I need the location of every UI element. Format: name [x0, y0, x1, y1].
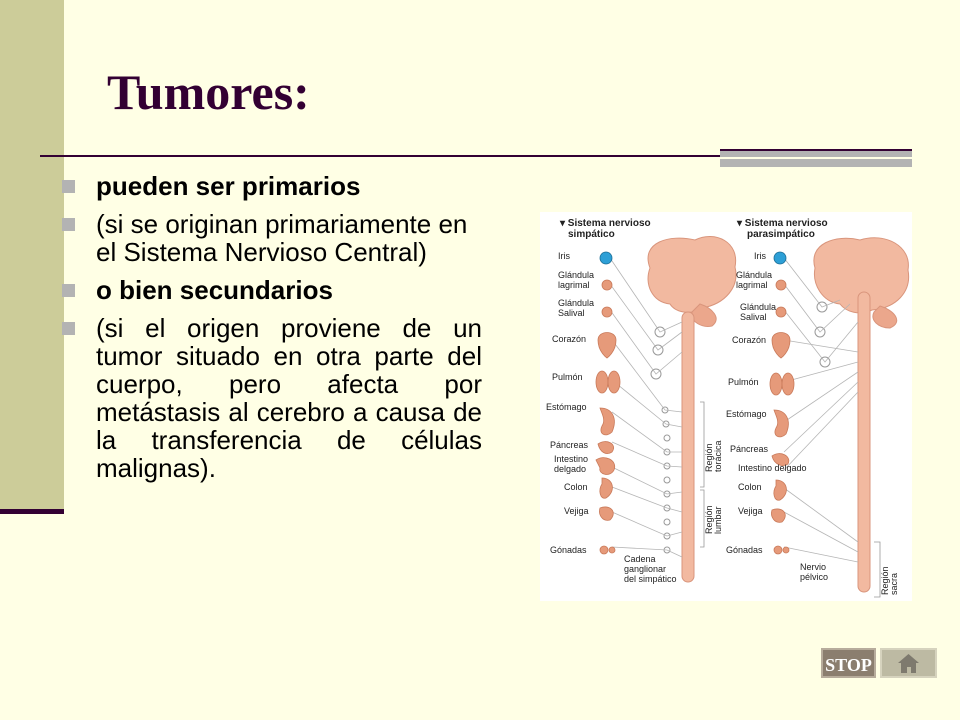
sidebar-rule: [0, 509, 64, 514]
left-label: Vejiga: [564, 506, 589, 516]
region-toracica-label: torácica: [713, 440, 723, 472]
bullet-item: [62, 314, 482, 482]
left-label: Intestino: [554, 454, 589, 464]
region-toracica-label: Región: [704, 443, 714, 472]
left-brain-shape: [648, 236, 736, 312]
bullet-item: [62, 276, 482, 304]
right-organs: [770, 252, 794, 554]
left-header-line2: simpático: [568, 229, 615, 240]
slide-title: Tumores:: [107, 64, 310, 120]
bullet-text: (si el origen proviene de un tumor situado en otra parte del cuerpo, pero afecta por metástasis al cerebro a causa de la transferencia de células malignas).: [96, 313, 482, 483]
left-label: lagrimal: [558, 280, 590, 290]
chain-label: Cadena: [624, 554, 656, 564]
region-sacra-label: Región: [880, 566, 890, 595]
home-icon: [882, 650, 935, 676]
bullet-text: o bien secundarios: [96, 275, 333, 305]
region-sacra-label: sacra: [889, 572, 899, 595]
square-bullet-icon: [62, 218, 75, 231]
left-label: Salival: [558, 308, 585, 318]
region-brackets: [700, 402, 880, 597]
right-label: Glándula: [736, 270, 773, 280]
bullet-item: [62, 172, 482, 200]
region-lumbar-label: Región: [704, 505, 714, 534]
left-label: Estómago: [546, 402, 587, 412]
right-label: Vejiga: [738, 506, 763, 516]
right-label: Colon: [738, 482, 762, 492]
stop-button[interactable]: STOP: [821, 648, 876, 678]
right-header-line2: parasimpático: [747, 229, 815, 240]
bullet-text: (si se originan primariamente en el Sistema Nervioso Central): [96, 209, 468, 267]
right-label: Páncreas: [730, 444, 769, 454]
right-header-line1: ▾ Sistema nervioso: [737, 218, 828, 229]
right-label: lagrimal: [736, 280, 768, 290]
right-label: Gónadas: [726, 545, 763, 555]
left-label: Pulmón: [552, 372, 583, 382]
left-spinal-cord: [682, 312, 694, 582]
right-label: Intestino delgado: [738, 463, 807, 473]
right-spinal-cord: [858, 292, 870, 592]
home-button[interactable]: [880, 648, 937, 678]
bullet-item: [62, 210, 482, 266]
left-label: Gónadas: [550, 545, 587, 555]
nervous-system-diagram: [540, 212, 912, 601]
right-cerebellum-shape: [873, 306, 897, 328]
bullet-list: [62, 172, 482, 492]
left-label: Iris: [558, 251, 570, 261]
square-bullet-icon: [62, 180, 75, 193]
left-label: Colon: [564, 482, 588, 492]
left-label: delgado: [554, 464, 587, 474]
chain-label: ganglionar: [624, 564, 667, 574]
right-label: Glándula: [740, 302, 777, 312]
pelvic-label: Nervio: [800, 562, 827, 572]
right-label: Pulmón: [728, 377, 759, 387]
region-lumbar-label: lumbar: [713, 506, 723, 534]
right-label: Iris: [754, 251, 766, 261]
sidebar-bar: [0, 0, 64, 511]
left-label: Corazón: [552, 334, 587, 344]
pelvic-label: pélvico: [800, 572, 829, 582]
left-organs: [596, 252, 620, 554]
square-bullet-icon: [62, 284, 75, 297]
title-rule-accent: [720, 149, 912, 167]
square-bullet-icon: [62, 322, 75, 335]
right-label: Corazón: [732, 335, 767, 345]
left-header-line1: ▾ Sistema nervioso: [560, 218, 651, 229]
right-label: Estómago: [726, 409, 767, 419]
right-label: Salival: [740, 312, 767, 322]
left-label: Páncreas: [550, 440, 589, 450]
bullet-text: pueden ser primarios: [96, 171, 361, 201]
left-label: Glándula: [558, 270, 595, 280]
left-label: Glándula: [558, 298, 595, 308]
nervous-system-svg: [540, 212, 912, 601]
chain-label: del simpático: [624, 574, 677, 584]
